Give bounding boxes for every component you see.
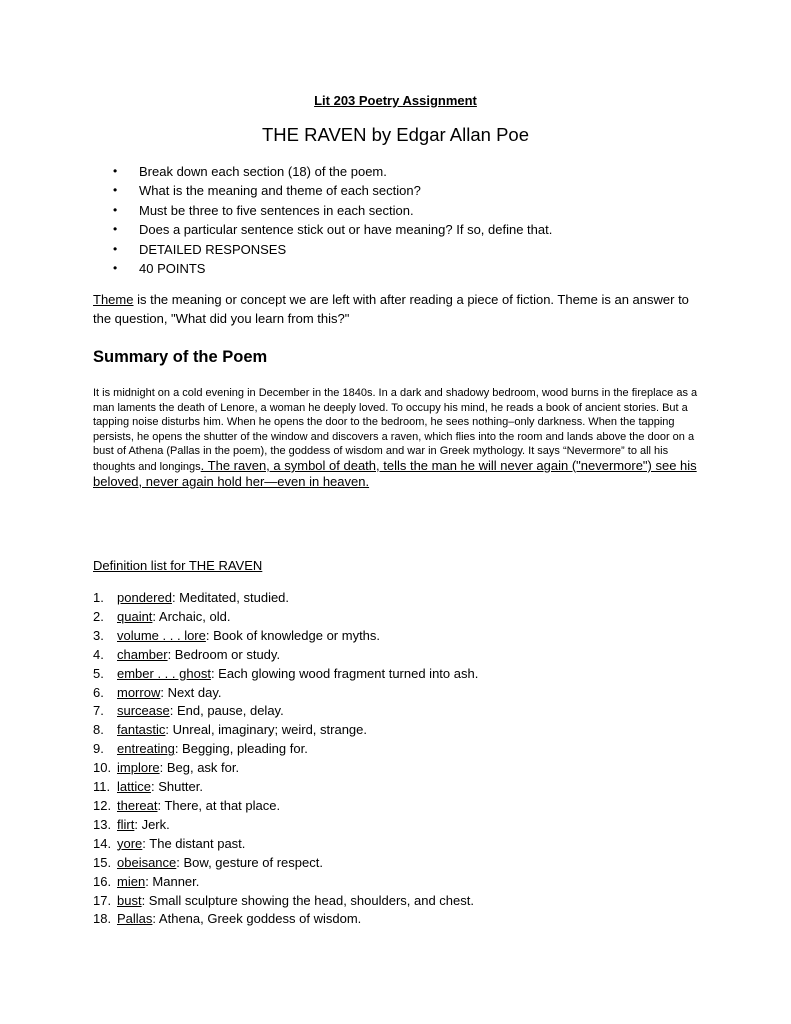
- definition-item: 12. thereat: There, at that place.: [93, 797, 281, 813]
- definition-item: 10. implore: Beg, ask for.: [93, 760, 240, 776]
- definition-item: 3. volume . . . lore: Book of knowledge or myths.: [93, 627, 381, 643]
- document-title: THE RAVEN by Edgar Allan Poe: [261, 124, 529, 145]
- definition-item: 8. fantastic: Unreal, imaginary; weird, strange.: [93, 722, 368, 738]
- definition-item: 7. surcease: End, pause, delay.: [93, 703, 284, 719]
- definition-item: 4. chamber: Bedroom or study.: [93, 646, 281, 662]
- theme-text: is the meaning or concept we are left with after reading a piece of fiction. Theme is an answer to the question, "What did you learn from this?": [93, 292, 689, 326]
- definition-item: 16. mien: Manner.: [93, 873, 200, 889]
- bullet-icon: •: [113, 241, 118, 256]
- bullet-icon: •: [113, 164, 118, 178]
- definition-item: 17. bust: Small sculpture showing the head, shoulders, and chest.: [93, 892, 474, 908]
- definition-item: 6. morrow: Next day.: [93, 684, 222, 700]
- instruction-item: • Must be three to five sentences in each section.: [93, 201, 552, 220]
- theme-definition: [93, 290, 703, 328]
- bullet-icon: •: [113, 183, 118, 198]
- bullet-icon: •: [113, 261, 118, 276]
- definition-item: 2. quaint: Archaic, old.: [93, 608, 231, 624]
- definition-item: 15. obeisance: Bow, gesture of respect.: [93, 854, 323, 870]
- definition-heading: Definition list for THE RAVEN: [93, 558, 263, 573]
- definition-item: 13. flirt: Jerk.: [93, 816, 170, 832]
- theme-term: Theme: [93, 292, 134, 307]
- instruction-list: [93, 162, 552, 278]
- bullet-icon: •: [113, 222, 118, 237]
- summary-heading: Summary of the Poem: [93, 348, 268, 366]
- instruction-item: • DETAILED RESPONSES: [93, 240, 552, 259]
- summary-paragraph: [93, 386, 705, 490]
- definition-item: 18. Pallas: Athena, Greek goddess of wisdom.: [93, 911, 362, 927]
- definition-item: 5. ember . . . ghost: Each glowing wood fragment turned into ash.: [93, 665, 479, 681]
- definition-list: [93, 589, 478, 929]
- instruction-item: • Does a particular sentence stick out or have meaning? If so, define that.: [93, 220, 552, 239]
- definition-item: 1. pondered: Meditated, studied.: [93, 590, 290, 605]
- course-title: Lit 203 Poetry Assignment: [314, 93, 477, 108]
- summary-text: It is midnight on a cold evening in December in the 1840s. In a dark and shadowy bedroom, wood burns in the fireplace as a man laments the death of Lenore, a woman he deeply loved. To occupy his mind, he reads a book of ancient stories. But a tapping noise disturbs him. When he opens the door to the bedroom, he sees nothing–only darkness. When the tapping persists, he opens the shutter of the window and discovers a raven, which flies into the room and lands above the door on a bust of Athena (Pallas in the poem), the goddess of wisdom and war in Greek mythology. It says “Nevermore” to all his thoughts and longings: [93, 387, 698, 473]
- definition-item: 14. yore: The distant past.: [93, 835, 246, 851]
- definition-item: 9. entreating: Begging, pleading for.: [93, 741, 308, 757]
- bullet-icon: •: [113, 202, 118, 217]
- instruction-item: • What is the meaning and theme of each section?: [93, 181, 552, 200]
- definition-item: 11. lattice: Shutter.: [93, 779, 204, 795]
- summary-highlight: . The raven, a symbol of death, tells the man he will never again ("nevermore") see his beloved, never again hold her—even in heaven.: [93, 457, 697, 489]
- instruction-item: • Break down each section (18) of the poem.: [93, 162, 552, 181]
- instruction-item: • 40 POINTS: [93, 259, 552, 278]
